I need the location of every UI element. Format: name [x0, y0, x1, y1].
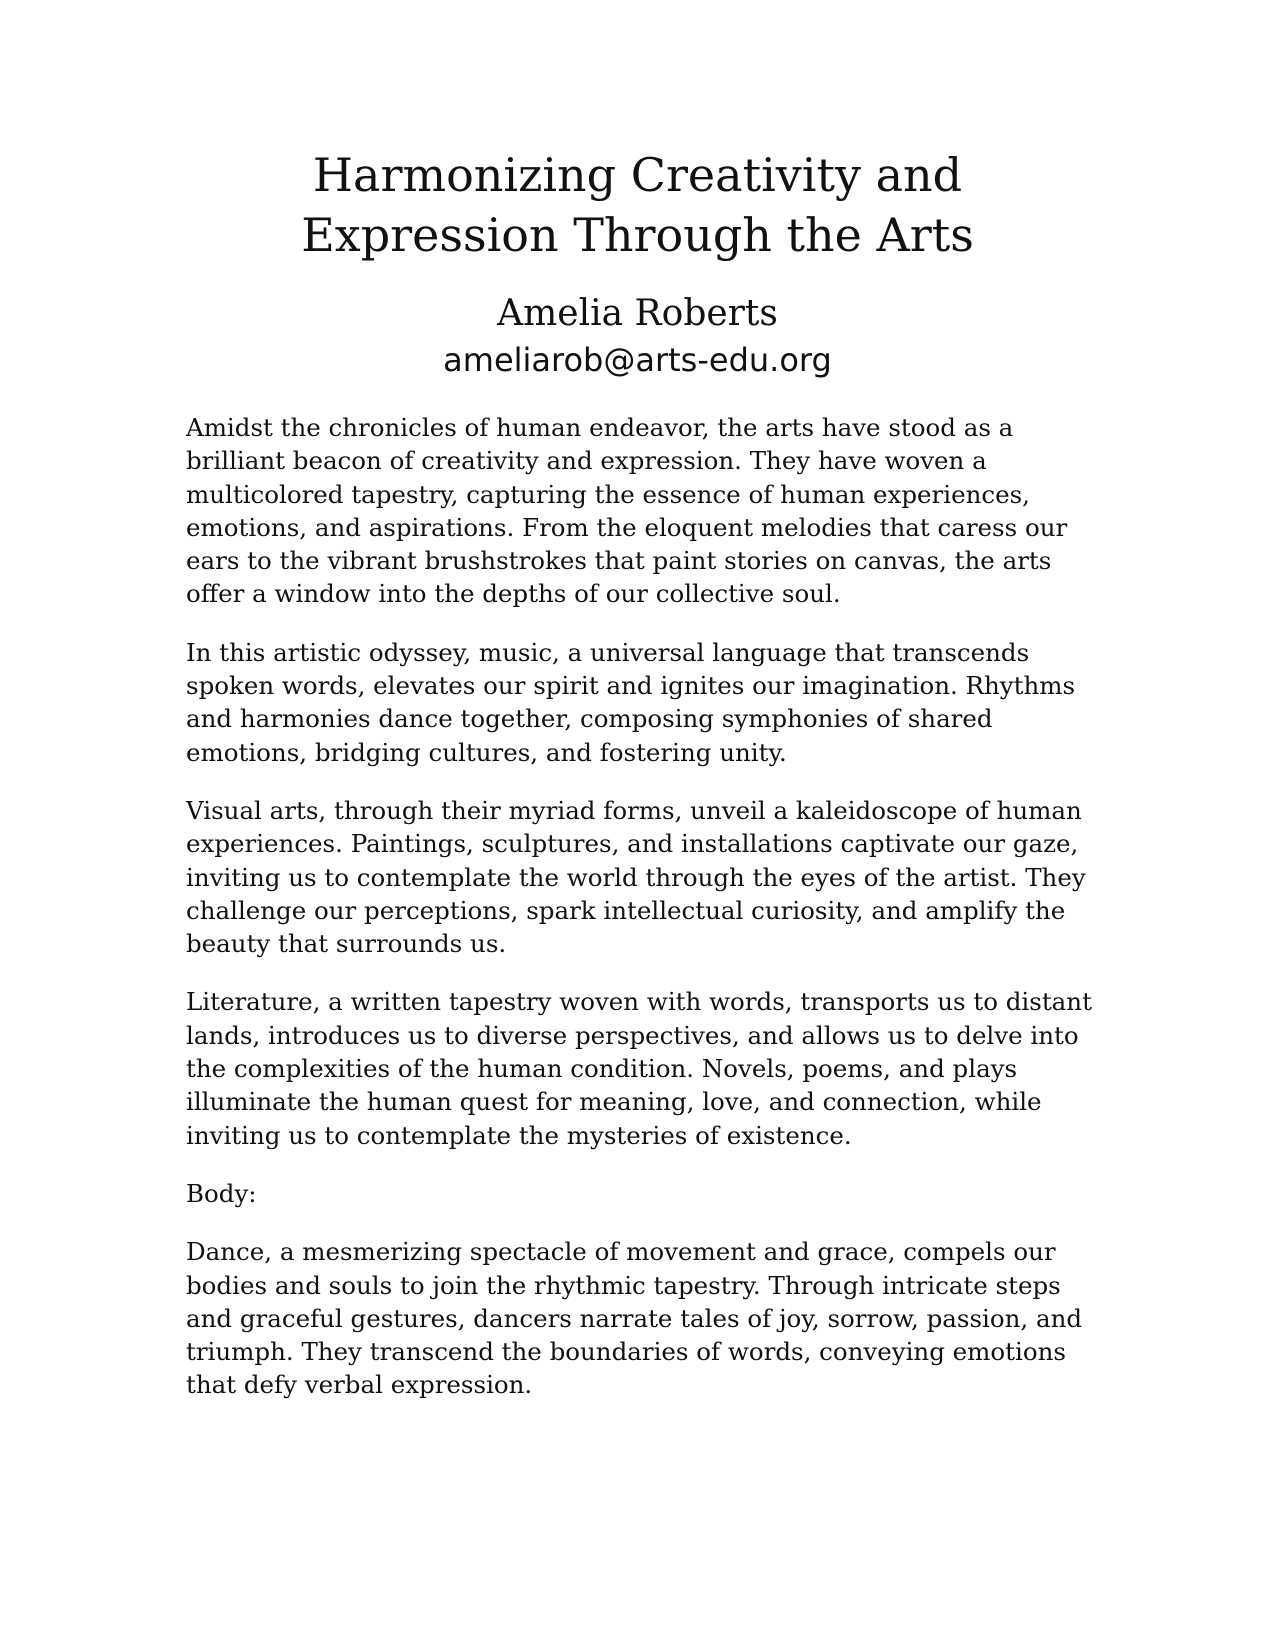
author-email: ameliarob@arts-edu.org	[443, 341, 832, 379]
title-line-2: Expression Through the Arts	[301, 208, 974, 262]
document-title	[150, 145, 1125, 265]
paragraph-2: In this artistic odyssey, music, a universal language that transcends spoken words, elevates our spirit and ignites our imagination. Rhythms and harmonies dance together, composing symphonies of shared emotions, bridging cultures, and fostering unity.	[186, 637, 1076, 767]
paragraph-4: Literature, a written tapestry woven with words, transports us to distant lands, introduces us to diverse perspectives, and allows us to delve into the complexities of the human condition. Novels, poems, and plays illuminate the human quest for meaning, love, and connection, while inviting us to contemplate the mysteries of existence.	[186, 987, 1092, 1150]
paragraph-1: Amidst the chronicles of human endeavor, the arts have stood as a brilliant beacon of creativity and expression. They have woven a multicolored tapestry, capturing the essence of human experiences, emotions, and aspirations. From the eloquent melodies that caress our ears to the vibrant brushstrokes that paint stories on canvas, the arts offer a window into the depths of our collective soul.	[186, 413, 1068, 609]
paragraph-5: Dance, a mesmerizing spectacle of movement and grace, compels our bodies and souls to join the rhythmic tapestry. Through intricate steps and graceful gestures, dancers narrate tales of joy, sorrow, passion, and triumph. They transcend the boundaries of words, conveying emotions that defy verbal expression.	[186, 1237, 1083, 1400]
paragraph-3: Visual arts, through their myriad forms, unveil a kaleidoscope of human experiences. Paintings, sculptures, and installations captivate our gaze, inviting us to contemplate the world through the eyes of the artist. They challenge our perceptions, spark intellectual curiosity, and amplify the beauty that surrounds us.	[186, 795, 1086, 959]
body-text	[186, 411, 1092, 1427]
section-label: Body:	[186, 1178, 257, 1208]
title-line-1: Harmonizing Creativity and	[312, 148, 963, 202]
author-name: Amelia Roberts	[497, 293, 778, 334]
author-block	[150, 292, 1125, 382]
